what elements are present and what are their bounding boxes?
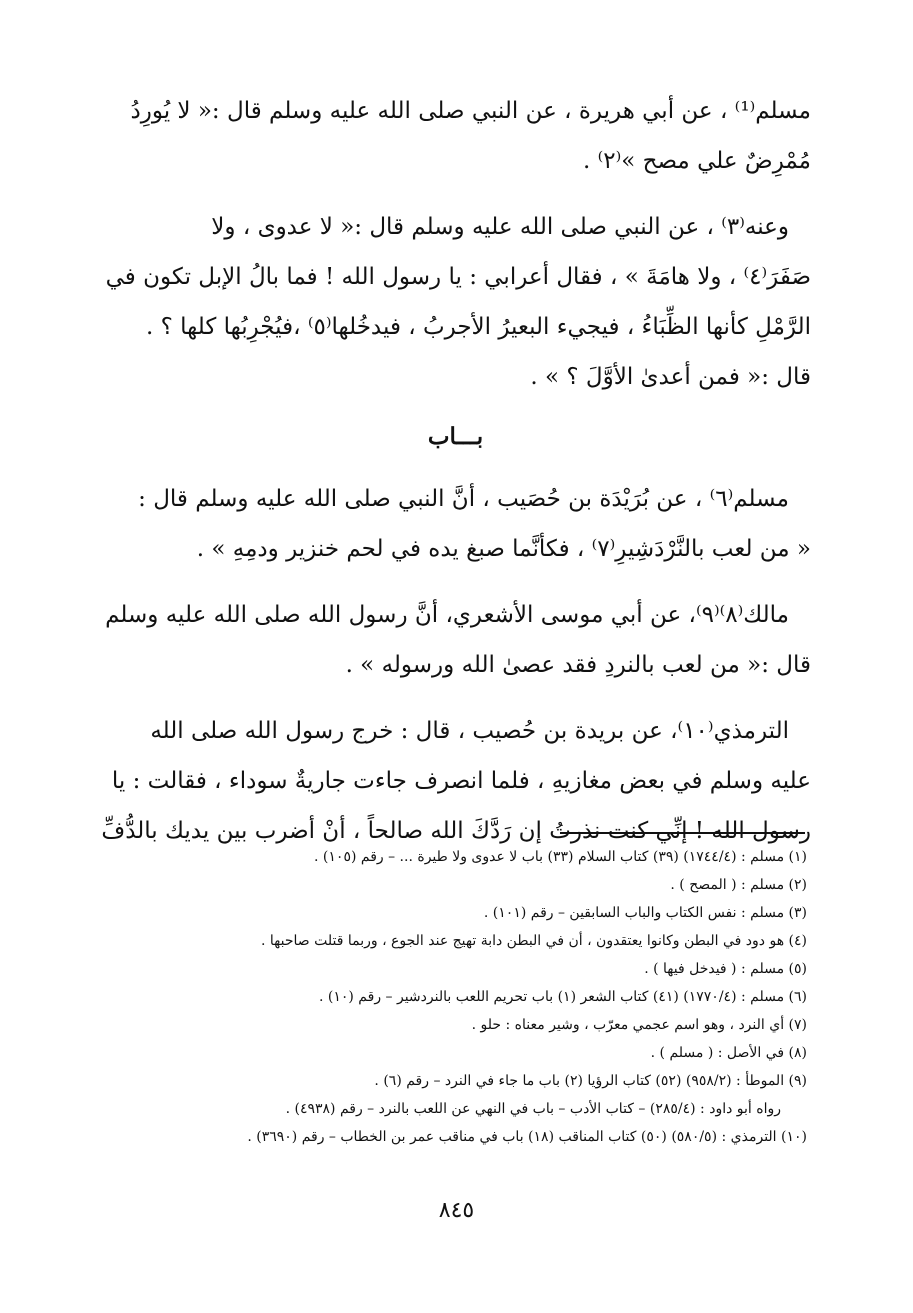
footnote: (١) مسلم : (١٧٤٤/٤) (٣٩) كتاب السلام (٣٣) باب لا عدوى ولا طيرة ... – رقم (١٠٥) .: [314, 849, 807, 865]
paragraph-nardashir: [100, 474, 811, 574]
text-line: مُمْرِضٌ علي مصح »⁽٢⁾ .: [582, 148, 811, 174]
text-line: قال :« فمن أعدىٰ الأوَّلَ ؟ » .: [530, 364, 811, 390]
section-heading: بـــاب: [427, 423, 484, 450]
footnote: (٦) مسلم : (١٧٧٠/٤) (٤١) كتاب الشعر (١) باب تحريم اللعب بالنردشير – رقم (١٠) .: [318, 989, 807, 1005]
text-line: وعنه⁽٣⁾ ، عن النبي صلى الله عليه وسلم قال :« لا عدوى ، ولا: [211, 214, 789, 240]
text-line: صَفَرَ⁽٤⁾ ، ولا هامَةَ » ، فقال أعرابي : يا رسول الله ! فما بالُ الإبل تكون في: [105, 264, 811, 290]
footnote: (١٠) الترمذي : (٥٨٠/٥) (٥٠) كتاب المناقب (١٨) باب في مناقب عمر بن الخطاب – رقم (٣٦٩٠) .: [247, 1129, 807, 1145]
text-line: رسول الله ! إنِّي كنت نذرتُ إن رَدَّكَ الله صالحاً ، أنْ أضرب بين يديك بالدُّفِّ: [101, 818, 811, 844]
text-line: الترمذي⁽١٠⁾، عن بريدة بن حُصيب ، قال : خرج رسول الله صلى الله: [150, 718, 789, 744]
text-line: عليه وسلم في بعض مغازيهِ ، فلما انصرف جاءت جاريةٌ سوداء ، فقالت : يا: [111, 768, 811, 794]
footnote-separator: [560, 832, 805, 834]
text-line: قال :« من لعب بالنردِ فقد عصىٰ الله ورسوله » .: [345, 652, 811, 678]
footnote: (٩) الموطأ : (٩٥٨/٢) (٥٢) كتاب الرؤيا (٢) باب ما جاء في النرد – رقم (٦) .: [374, 1073, 807, 1089]
footnote: رواه أبو داود : (٢٨٥/٤) – كتاب الأدب – باب في النهي عن اللعب بالنرد – رقم (٤٩٣٨) .: [285, 1101, 781, 1117]
text-line: مسلم⁽¹⁾ ، عن أبي هريرة ، عن النبي صلى الله عليه وسلم قال :« لا يُورِدُ: [130, 98, 811, 124]
footnote: (٨) في الأصل : ( مسلم ) .: [650, 1045, 807, 1061]
footnote: (٧) أي النرد ، وهو اسم عجمي معرّب ، وشير معناه : حلو .: [471, 1017, 807, 1033]
footnote: (٥) مسلم : ( فيدخل فيها ) .: [644, 961, 807, 977]
footnote: (٤) هو دود في البطن وكانوا يعتقدون ، أن في البطن دابة تهيج عند الجوع ، وربما قتلت صاحبها .: [260, 933, 807, 949]
text-line: مالك⁽٨⁾⁽٩⁾، عن أبي موسى الأشعري، أنَّ رسول الله صلى الله عليه وسلم: [105, 602, 789, 628]
text-line: « من لعب بالنَّرْدَشِيرِ⁽٧⁾ ، فكأنَّما صبغ يده في لحم خنزير ودمِهِ » .: [196, 536, 811, 562]
paragraph-la-adwa: [100, 202, 811, 402]
footnote: (٣) مسلم : نفس الكتاب والباب السابقين – رقم (١٠١) .: [483, 905, 807, 921]
page-number: ٨٤٥: [438, 1198, 475, 1223]
footnote: (٢) مسلم : ( المصح ) .: [670, 877, 807, 893]
footnotes: [110, 843, 807, 1151]
paragraph-muslim-abu-hurayra: [100, 86, 811, 186]
text-line: الرَّمْلِ كأنها الظِّبَاءُ ، فيجيء البعيرُ الأجربُ ، فيدخُلها⁽٥⁾ ،فيُجْرِبُها كلها ؟ .: [145, 314, 811, 340]
paragraph-malik: [100, 590, 811, 690]
main-text: [100, 86, 811, 872]
text-line: مسلم⁽٦⁾ ، عن بُرَيْدَة بن حُصَيب ، أنَّ النبي صلى الله عليه وسلم قال :: [138, 486, 789, 512]
